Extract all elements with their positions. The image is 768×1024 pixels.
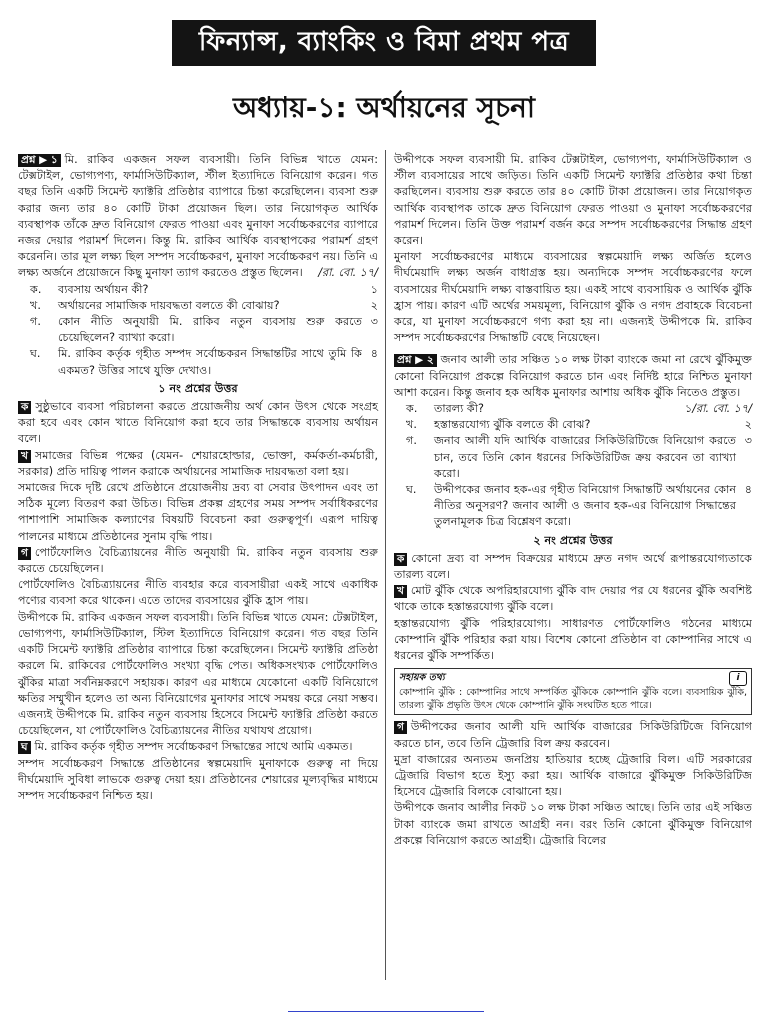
- item-mark: ৩: [744, 434, 752, 448]
- item-text: উদ্দীপকের জনাব হক-এর গৃহীত বিনিয়োগ সিদ্ধান্তটি অর্থায়নের কোন নীতির অনুসরণ? জনাব আলী ও জনাব হক-এর বিনিয়োগ সিদ্ধান্তের তুলনামূলক চিত্র বিশ্লেষণ করো।: [434, 483, 736, 529]
- answer-tag: গ: [394, 721, 407, 734]
- helper-info-box: [394, 668, 752, 715]
- question-1-ref: /রা. বো. ১৭/: [318, 266, 378, 280]
- answer-2-ga-para: উদ্দীপকে জনাব আলীর নিকট ১০ লক্ষ টাকা সঞ্চিত আছে। তিনি তার এই সঞ্চিত টাকা ব্যাংকে জমা রাখতে আগ্রহী নন। বরং তিনি কোনো ঝুঁকিমুক্ত বিনিয়োগ প্রকল্পে বিনিয়োগ করতে আগ্রহী। ট্রেজারি বিলের: [394, 801, 752, 847]
- question-1-stem: [18, 152, 378, 282]
- item-text: ব্যবসায় অর্থায়ন কী?: [58, 282, 149, 296]
- answer-tag: খ: [394, 585, 407, 598]
- answer-1-ga-para: উদ্দীপকে মি. রাকিব একজন সফল ব্যবসায়ী। তিনি বিভিন্ন খাতে যেমন: টেক্সটাইল, ভোগ্যপণ্য, ফার্মাসিউটিক্যাল, স্টিল ইত্যাদিতে বিনিয়োগ করেন। গত বছর তিনি একটি সিমেন্ট ফ্যাক্টরি প্রতিষ্ঠার ব্যাপারে চিন্তা করেছিলেন। সিমেন্ট ফ্যাক্টরি প্রতিষ্ঠা করলে মি. রাকিবের পোর্টফোলিও সংখ্যা বৃদ্ধি পেত। অধিকসংখ্যক পোর্টফোলিও ঝুঁকির মাত্রা সর্বনিম্নকরণে সহায়ক। কারণ এর মাধ্যমে যেকোনো একটি বিনিয়োগে ক্ষতির সম্মুখীন হলেও তা অন্য বিনিয়োগের মুনাফার সাথে সমন্বয় করে নেয়া সম্ভব। এজন্যই উদ্দীপকে মি. রাকিব নতুন ব্যবসায় হিসেবে সিমেন্ট ফ্যাক্টরি প্রতিষ্ঠা করতে চেয়েছিলেন, যা পোর্টফোলিও বৈচিত্র্যায়নের নীতির যথাযথ প্রয়োগ।: [18, 610, 378, 738]
- answer-1-gha: [18, 739, 378, 755]
- question-1-item: [18, 314, 378, 346]
- item-label: খ.: [30, 298, 41, 312]
- answer-1-kha-para: সমাজের দিকে দৃষ্টি রেখে প্রতিষ্ঠানে প্রয়োজনীয় দ্রব্য বা সেবার উৎপাদন এবং তা সঠিক মূল্যে বিতরণ করা উচিত। বিভিন্ন প্রকল্প গ্রহণের সময় সম্পদ সর্বাধিকরণের পাশাপাশি সামাজিক কল্যাণের বিষয়টি বিবেচনা করা গুরুত্বপূর্ণ। এরূপ দায়িত্ব পালনের মাধ্যমে প্রতিষ্ঠানের সুনাম বৃদ্ধি পায়।: [18, 481, 378, 543]
- answer-1-ka: [18, 399, 378, 448]
- item-text: হস্তান্তরযোগ্য ঝুঁকি বলতে কী বোঝ?: [434, 418, 591, 432]
- column-divider: [385, 150, 386, 980]
- question-2-item: [394, 417, 752, 433]
- item-mark: ৩: [370, 315, 378, 329]
- item-label: ঘ.: [30, 347, 41, 361]
- item-label: ক.: [406, 402, 418, 416]
- answer-2-kha: [394, 583, 752, 615]
- question-1-tag: প্রশ্ন ▶ ১: [18, 154, 61, 167]
- question-1-item: [18, 346, 378, 378]
- footer-link-underline: [288, 1011, 484, 1012]
- item-mark: ২: [744, 418, 752, 432]
- answer-1-gha-continued: উদ্দীপকে সফল ব্যবসায়ী মি. রাকিব টেক্সটাইল, ভোগ্যপণ্য, ফার্মাসিউটিক্যাল ও স্টীল ব্যবসায়ের সাথে জড়িত। তিনি একটি সিমেন্ট ফ্যাক্টরি প্রতিষ্ঠার কথা চিন্তা করছিলেন। ব্যবসায় শুরু করতে তার ৪০ কোটি টাকা প্রয়োজন। তার নিয়োগকৃত আর্থিক ব্যবস্থাপক তাকে দ্রুত বিনিয়োগ ফেরত পাওয়া ও মুনাফা সর্বোচ্চকরণের পরামর্শ দিলেন। তিনি উক্ত পরামর্শ বর্জন করে সম্পদ সর্বোচ্চকরণের সিদ্ধান্ত গ্রহণ করেন।: [394, 153, 752, 248]
- item-label: গ.: [30, 315, 41, 329]
- answer-1-kha: [18, 448, 378, 480]
- book-title: ফিন্যান্স, ব্যাংকিং ও বিমা প্রথম পত্র: [172, 20, 596, 66]
- info-icon: i: [729, 671, 747, 686]
- answer-text: কোনো দ্রব্য বা সম্পদ বিক্রয়ের মাধ্যমে দ্রুত নগদ অর্থে রূপান্তরযোগ্যতাকে তারল্য বলে।: [394, 551, 752, 582]
- item-text: কোন নীতি অনুযায়ী মি. রাকিব নতুন ব্যবসায় শুরু করতে চেয়েছিলেন? ব্যাখ্যা করো।: [58, 315, 362, 345]
- question-2-tag: প্রশ্ন ▶ ২: [394, 354, 437, 367]
- question-1-item: [18, 298, 378, 314]
- item-label: ক.: [30, 282, 42, 296]
- item-mark: ২: [370, 298, 378, 312]
- answer-2-kha-para: হস্তান্তরযোগ্য ঝুঁকি পরিহারযোগ্য। সাধারণত পোর্টফোলিও গঠনের মাধ্যমে কোম্পানি ঝুঁকি পরিহার করা যায়। বিশেষ কোনো প্রতিষ্ঠান বা কোম্পানির সাথে এ ধরনের ঝুঁকি সম্পর্কিত।: [394, 616, 752, 663]
- item-text: তারল্য কী?: [434, 402, 484, 416]
- answer-tag: ক: [18, 401, 31, 414]
- question-2-ref: /রা. বো. ১৭/: [692, 402, 752, 416]
- item-mark: ৪: [370, 347, 378, 361]
- answer-2-heading: ২ নং প্রশ্নের উত্তর: [533, 533, 613, 547]
- answer-2-ga: [394, 719, 752, 751]
- answer-tag: ক: [394, 553, 407, 566]
- question-1-text: মি. রাকিব একজন সফল ব্যবসায়ী। তিনি বিভিন্ন খাতে যেমন: টেক্সটাইল, ভোগ্যপণ্য, ফার্মাসিউটিক্যাল, স্টীল ইত্যাদিতে বিনিয়োগ করেন। গত বছর তিনি একটি সিমেন্ট ফ্যাক্টরি প্রতিষ্ঠার ব্যাপারে চিন্তা করেছিলেন। ব্যবসা শুরু করার জন্য তার ৪০ কোটি টাকা প্রয়োজন ছিল। তার নিয়োগকৃত আর্থিক ব্যবস্থাপক তাঁকে দ্রুত বিনিয়োগ ফেরত পাওয়া এবং মুনাফা সর্বোচ্চকরণের ব্যাপারে নজর দেয়ার পরামর্শ দিলেন। কিন্তু মি. রাকিব আর্থিক ব্যবস্থাপকের পরামর্শ গ্রহণ করেননি। তার মূল লক্ষ্য ছিল সম্পদ সর্বোচ্চকরণ, মুনাফা সর্বোচ্চকরণ নয়। তিনি এ লক্ষ্য অর্জনে প্রয়োজনে কিছু মুনাফা ত্যাগ করতেও প্রস্তুত ছিলেন।: [18, 153, 378, 280]
- answer-1-gha-continued-para: মুনাফা সর্বোচ্চকরণের মাধ্যমে ব্যবসায়ের স্বল্পমেয়াদি লক্ষ্য অর্জিত হলেও দীর্ঘমেয়াদি লক্ষ্য অর্জন বাধাগ্রস্ত হয়। অন্যদিকে সম্পদ সর্বোচ্চকরণের ফলে ব্যবসায়ের দীর্ঘমেয়াদি লক্ষ্য বাস্তবায়িত হয়। একই সাথে ব্যবসায়িক ও আর্থিক ঝুঁকি হ্রাস পায়। কারণ এটি অর্থের সময়মূল্য, বিনিয়োগ ঝুঁকি ও নগদ প্রবাহকে বিবেচনা করে, যা মুনাফা সর্বোচ্চকরণে গণ্য করা হয় না। এজন্যই উদ্দীপকে মি. রাকিব সম্পদ সর্বোচ্চকরণের সিদ্ধান্তটি বেছে নিয়েছেন।: [394, 250, 752, 345]
- answer-text: উদ্দীপকের জনাব আলী যদি আর্থিক বাজারের সিকিউরিটিজে বিনিয়োগ করতে চান, তবে তিনি ট্রেজারি বিল ক্রয় করবেন।: [394, 720, 752, 750]
- item-text: অর্থায়নের সামাজিক দায়বদ্ধতা বলতে কী বোঝায়?: [58, 298, 280, 312]
- question-2-text: জনাব আলী তার সঞ্চিত ১০ লক্ষ টাকা ব্যাংকে জমা না রেখে ঝুঁকিমুক্ত কোনো বিনিয়োগ প্রকল্পে বিনিয়োগ করতে চান এবং নির্দিষ্ট হারে নিশ্চিত মুনাফা আশা করেন। কিন্তু জনাব হক অধিক মুনাফার আশায় অধিক ঝুঁকি নিতেও প্রস্তুত।: [394, 353, 752, 399]
- item-mark: ৪: [744, 483, 752, 497]
- answer-2-ka: [394, 551, 752, 583]
- answer-text: সমাজের বিভিন্ন পক্ষের (যেমন- শেয়ারহোল্ডার, ভোক্তা, কর্মকর্তা-কর্মচারী, সরকার) প্রতি দায়িত্ব পালন করাকে অর্থায়নের সামাজিক দায়বদ্ধতা বলা হয়।: [18, 448, 378, 478]
- question-2-item: [394, 482, 752, 531]
- item-label: খ.: [406, 418, 417, 432]
- helper-info-title: সহায়ক তথ্য: [399, 672, 445, 684]
- item-mark: ১: [685, 402, 693, 416]
- question-2-item: [394, 433, 752, 482]
- answer-2-ga-para: মুদ্রা বাজারের অন্যতম জনপ্রিয় হাতিয়ার হচ্ছে ট্রেজারি বিল। এটি সরকারের ট্রেজারি বিভাগ হতে ইস্যু করা হয়। আর্থিক বাজারে ঝুঁকিমুক্ত সিকিউরিটিজ হিসেবে ট্রেজারি বিলকে বোঝানো হয়।: [394, 752, 752, 799]
- helper-info-text: কোম্পানি ঝুঁকি : কোম্পানির সাথে সম্পর্কিত ঝুঁকিকে কোম্পানি ঝুঁকি বলে। ব্যবসায়িক ঝুঁকি, তারল্য ঝুঁকি প্রভৃতি উৎস থেকে কোম্পানি ঝুঁকি সংঘটিত হতে পারে।: [399, 687, 747, 712]
- answer-1-ga-para: পোর্টফোলিও বৈচিত্র্যায়নের নীতি ব্যবহার করে ব্যবসায়ীরা একই সাথে একাধিক পণ্যের ব্যবসা করে থাকেন। এতে তাদের ব্যবসায়ের ঝুঁকি হ্রাস পায়।: [18, 578, 378, 608]
- item-text: জনাব আলী যদি আর্থিক বাজারের সিকিউরিটিজে বিনিয়োগ করতে চান, তবে তিনি কোন ধরনের সিকিউরিটিজ ক্রয় করবেন তা ব্যাখ্যা করো।: [434, 434, 736, 480]
- answer-text: মোট ঝুঁকি থেকে অপরিহারযোগ্য ঝুঁকি বাদ দেয়ার পর যে ধরনের ঝুঁকি অবশিষ্ট থাকে তাকে হস্তান্তরযোগ্য ঝুঁকি বলে।: [394, 584, 752, 614]
- answer-tag: ঘ: [18, 741, 31, 754]
- answer-1-gha-para: সম্পদ সর্বোচ্চকরণ সিদ্ধান্তে প্রতিষ্ঠানের স্বল্পমেয়াদি মুনাফাকে গুরুত্ব না দিয়ে দীর্ঘমেয়াদি সুবিধা লাভকে গুরুত্ব দেয়া হয়। প্রতিষ্ঠানের শেয়ারের মূল্যবৃদ্ধির মাধ্যমে সম্পদ সর্বোচ্চকরণ নিশ্চিত হয়।: [18, 756, 378, 802]
- answer-1-ga: [18, 545, 378, 577]
- answer-1-heading: ১ নং প্রশ্নের উত্তর: [158, 381, 238, 395]
- answer-text: মি. রাকিব কর্তৃক গৃহীত সম্পদ সর্বোচ্চকরণ সিদ্ধান্তের সাথে আমি একমত।: [34, 740, 353, 754]
- answer-tag: গ: [18, 547, 31, 560]
- answer-text: সুষ্ঠুভাবে ব্যবসা পরিচালনা করতে প্রয়োজনীয় অর্থ কোন উৎস থেকে সংগ্রহ করা হবে এবং কোন খাতে বিনিয়োগ করা হবে তার সিদ্ধান্তকে ব্যবসায় অর্থায়ন বলে।: [18, 400, 378, 446]
- answer-tag: খ: [18, 450, 31, 463]
- chapter-title: অধ্যায়-১: অর্থায়নের সূচনা: [233, 91, 535, 124]
- right-column: [394, 152, 752, 849]
- left-column: [18, 152, 378, 804]
- item-label: ঘ.: [406, 483, 417, 497]
- item-mark: ১: [370, 282, 378, 296]
- item-label: গ.: [406, 434, 417, 448]
- question-1-item: [18, 282, 378, 298]
- question-2-item: [394, 401, 692, 417]
- answer-text: পোর্টফোলিও বৈচিত্র্যায়নের নীতি অনুযায়ী মি. রাকিব নতুন ব্যবসায় শুরু করতে চেয়েছিলেন।: [18, 545, 378, 576]
- item-text: মি. রাকিব কর্তৃক গৃহীত সম্পদ সর্বোচ্চকরন সিদ্ধান্তটির সাথে তুমি কি একমত? উত্তির সাথে যুক্তি দেখাও।: [58, 347, 362, 377]
